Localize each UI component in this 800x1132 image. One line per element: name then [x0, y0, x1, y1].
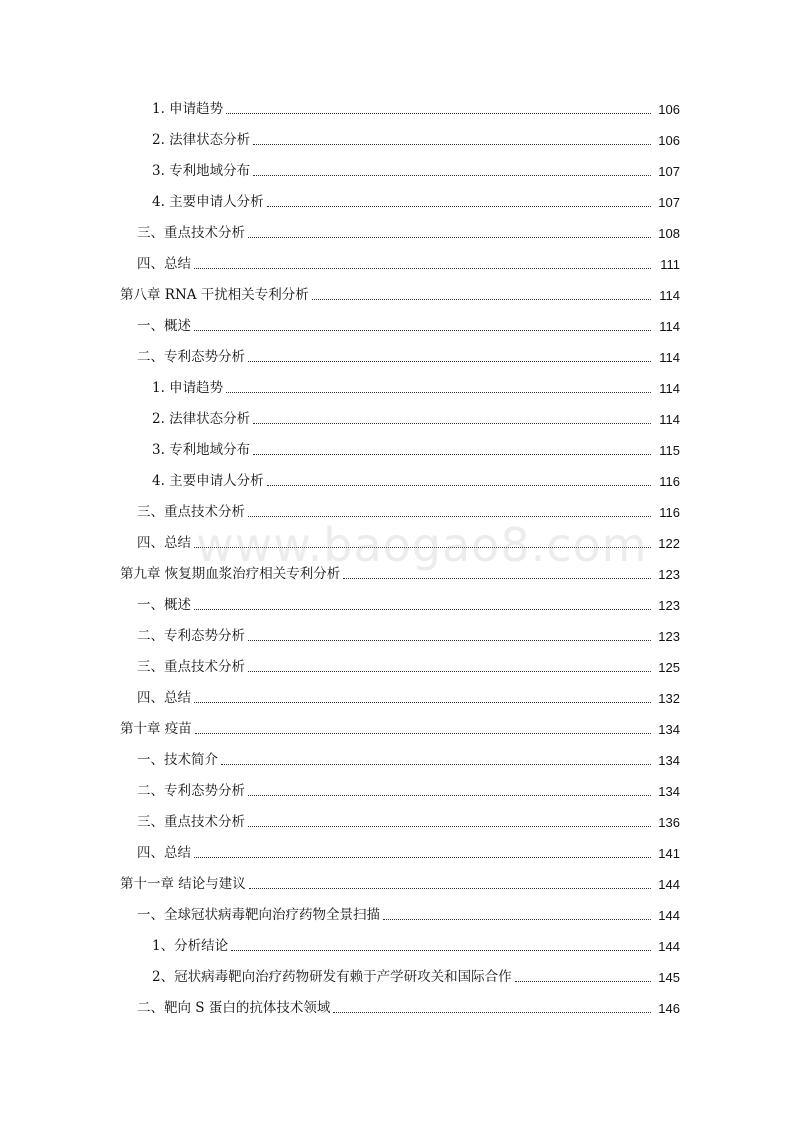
- toc-entry-page-number: 123: [658, 629, 680, 644]
- toc-entry-page-number: 134: [658, 722, 680, 737]
- dot-leader: [194, 856, 651, 858]
- toc-entry-page-number: 134: [658, 753, 680, 768]
- toc-entry-page-number: 145: [658, 970, 680, 985]
- toc-entry-title: 一、技术简介: [137, 752, 218, 768]
- toc-entry-page-number: 125: [658, 660, 680, 675]
- toc-entry[interactable]: [0, 559, 800, 590]
- dot-leader: [253, 453, 651, 455]
- dot-leader: [194, 267, 651, 269]
- toc-entry-title: 2. 法律状态分析: [152, 411, 251, 427]
- dot-leader: [195, 732, 651, 734]
- toc-entry-page-number: 108: [658, 226, 680, 241]
- toc-entry-title: 1. 申请趋势: [152, 380, 224, 396]
- toc-entry[interactable]: [0, 962, 800, 993]
- toc-entry-page-number: 114: [659, 412, 680, 427]
- toc-entry[interactable]: [0, 993, 800, 1024]
- toc-entry-title: 四、总结: [137, 845, 191, 861]
- toc-entry[interactable]: [0, 218, 800, 249]
- toc-entry-page-number: 114: [659, 319, 680, 334]
- dot-leader: [333, 1011, 651, 1013]
- watermark: www.baogao8.com: [196, 518, 648, 572]
- toc-entry[interactable]: [0, 466, 800, 497]
- toc-entry-title: 第八章 RNA 干扰相关专利分析: [120, 287, 309, 303]
- toc-entry-title: 第九章 恢复期血浆治疗相关专利分析: [120, 566, 341, 582]
- dot-leader: [267, 484, 651, 486]
- toc-entry-title: 三、重点技术分析: [137, 504, 245, 520]
- toc-entry-title: 4. 主要申请人分析: [152, 473, 264, 489]
- toc-entry[interactable]: [0, 714, 800, 745]
- dot-leader: [248, 794, 651, 796]
- toc-entry-page-number: 136: [658, 815, 680, 830]
- toc-entry[interactable]: [0, 187, 800, 218]
- toc-entry-title: 1、分析结论: [152, 938, 229, 954]
- dot-leader: [226, 112, 651, 114]
- dot-leader: [253, 422, 651, 424]
- toc-entry[interactable]: [0, 652, 800, 683]
- toc-entry-page-number: 116: [659, 505, 680, 520]
- toc-entry-title: 二、靶向 S 蛋白的抗体技术领域: [137, 1000, 331, 1016]
- toc-entry[interactable]: [0, 745, 800, 776]
- toc-entry[interactable]: [0, 683, 800, 714]
- toc-entry-title: 第十一章 结论与建议: [120, 876, 246, 892]
- toc-entry[interactable]: [0, 125, 800, 156]
- dot-leader: [194, 608, 651, 610]
- toc-entry[interactable]: [0, 280, 800, 311]
- dot-leader: [248, 360, 651, 362]
- toc-entry-title: 3. 专利地域分布: [152, 442, 251, 458]
- toc-entry-title: 三、重点技术分析: [137, 659, 245, 675]
- toc-entry-page-number: 114: [659, 350, 680, 365]
- dot-leader: [194, 546, 651, 548]
- dot-leader: [249, 887, 651, 889]
- toc-entry-page-number: 114: [659, 381, 680, 396]
- dot-leader: [253, 143, 651, 145]
- dot-leader: [383, 918, 651, 920]
- toc-entry[interactable]: [0, 869, 800, 900]
- toc-entry-page-number: 144: [658, 877, 680, 892]
- toc-entry-title: 2、冠状病毒靶向治疗药物研发有赖于产学研攻关和国际合作: [152, 969, 512, 985]
- toc-entry-title: 2. 法律状态分析: [152, 132, 251, 148]
- toc-entry-title: 4. 主要申请人分析: [152, 194, 264, 210]
- dot-leader: [221, 763, 651, 765]
- toc-entry-title: 四、总结: [137, 690, 191, 706]
- toc-entry-title: 1. 申请趋势: [152, 101, 224, 117]
- toc-entry-page-number: 107: [658, 195, 680, 210]
- toc-entry[interactable]: [0, 435, 800, 466]
- toc-entry-page-number: 116: [659, 474, 680, 489]
- toc-entry[interactable]: [0, 776, 800, 807]
- toc-entry[interactable]: [0, 311, 800, 342]
- toc-entry[interactable]: [0, 156, 800, 187]
- toc-entry-page-number: 111: [660, 257, 680, 272]
- toc-entry-page-number: 107: [658, 164, 680, 179]
- dot-leader: [194, 329, 651, 331]
- toc-entry-title: 一、概述: [137, 318, 191, 334]
- table-of-contents: [0, 94, 800, 1024]
- toc-entry-title: 三、重点技术分析: [137, 225, 245, 241]
- toc-entry-page-number: 123: [658, 598, 680, 613]
- dot-leader: [248, 670, 651, 672]
- toc-entry[interactable]: [0, 838, 800, 869]
- toc-entry-page-number: 144: [658, 939, 680, 954]
- toc-entry-title: 二、专利态势分析: [137, 349, 245, 365]
- toc-entry[interactable]: [0, 249, 800, 280]
- toc-entry[interactable]: [0, 807, 800, 838]
- toc-entry[interactable]: [0, 497, 800, 528]
- toc-entry[interactable]: [0, 342, 800, 373]
- toc-entry-page-number: 106: [658, 102, 680, 117]
- dot-leader: [226, 391, 651, 393]
- toc-entry[interactable]: [0, 404, 800, 435]
- dot-leader: [267, 205, 651, 207]
- toc-entry-page-number: 114: [659, 288, 680, 303]
- toc-entry[interactable]: [0, 373, 800, 404]
- toc-entry[interactable]: [0, 590, 800, 621]
- dot-leader: [253, 174, 651, 176]
- dot-leader: [248, 825, 651, 827]
- dot-leader: [515, 980, 651, 982]
- dot-leader: [248, 236, 651, 238]
- toc-entry[interactable]: [0, 931, 800, 962]
- toc-entry-title: 一、全球冠状病毒靶向治疗药物全景扫描: [137, 907, 380, 923]
- toc-entry-title: 四、总结: [137, 535, 191, 551]
- dot-leader: [248, 639, 651, 641]
- toc-entry-title: 三、重点技术分析: [137, 814, 245, 830]
- toc-entry-title: 二、专利态势分析: [137, 783, 245, 799]
- toc-entry-page-number: 122: [658, 536, 680, 551]
- toc-entry-title: 二、专利态势分析: [137, 628, 245, 644]
- toc-entry-title: 四、总结: [137, 256, 191, 272]
- toc-entry-page-number: 106: [658, 133, 680, 148]
- dot-leader: [194, 701, 651, 703]
- toc-entry-page-number: 115: [659, 443, 680, 458]
- toc-entry-page-number: 134: [658, 784, 680, 799]
- toc-entry-page-number: 132: [658, 691, 680, 706]
- toc-entry[interactable]: [0, 94, 800, 125]
- toc-entry-page-number: 146: [658, 1001, 680, 1016]
- dot-leader: [312, 298, 651, 300]
- toc-entry-page-number: 123: [658, 567, 680, 582]
- toc-entry[interactable]: [0, 621, 800, 652]
- toc-entry-title: 一、概述: [137, 597, 191, 613]
- dot-leader: [231, 949, 651, 951]
- dot-leader: [248, 515, 651, 517]
- toc-entry-page-number: 141: [658, 846, 680, 861]
- toc-entry-page-number: 144: [658, 908, 680, 923]
- toc-entry-title: 3. 专利地域分布: [152, 163, 251, 179]
- toc-entry-title: 第十章 疫苗: [120, 721, 192, 737]
- dot-leader: [343, 577, 651, 579]
- toc-entry[interactable]: [0, 900, 800, 931]
- toc-entry[interactable]: [0, 528, 800, 559]
